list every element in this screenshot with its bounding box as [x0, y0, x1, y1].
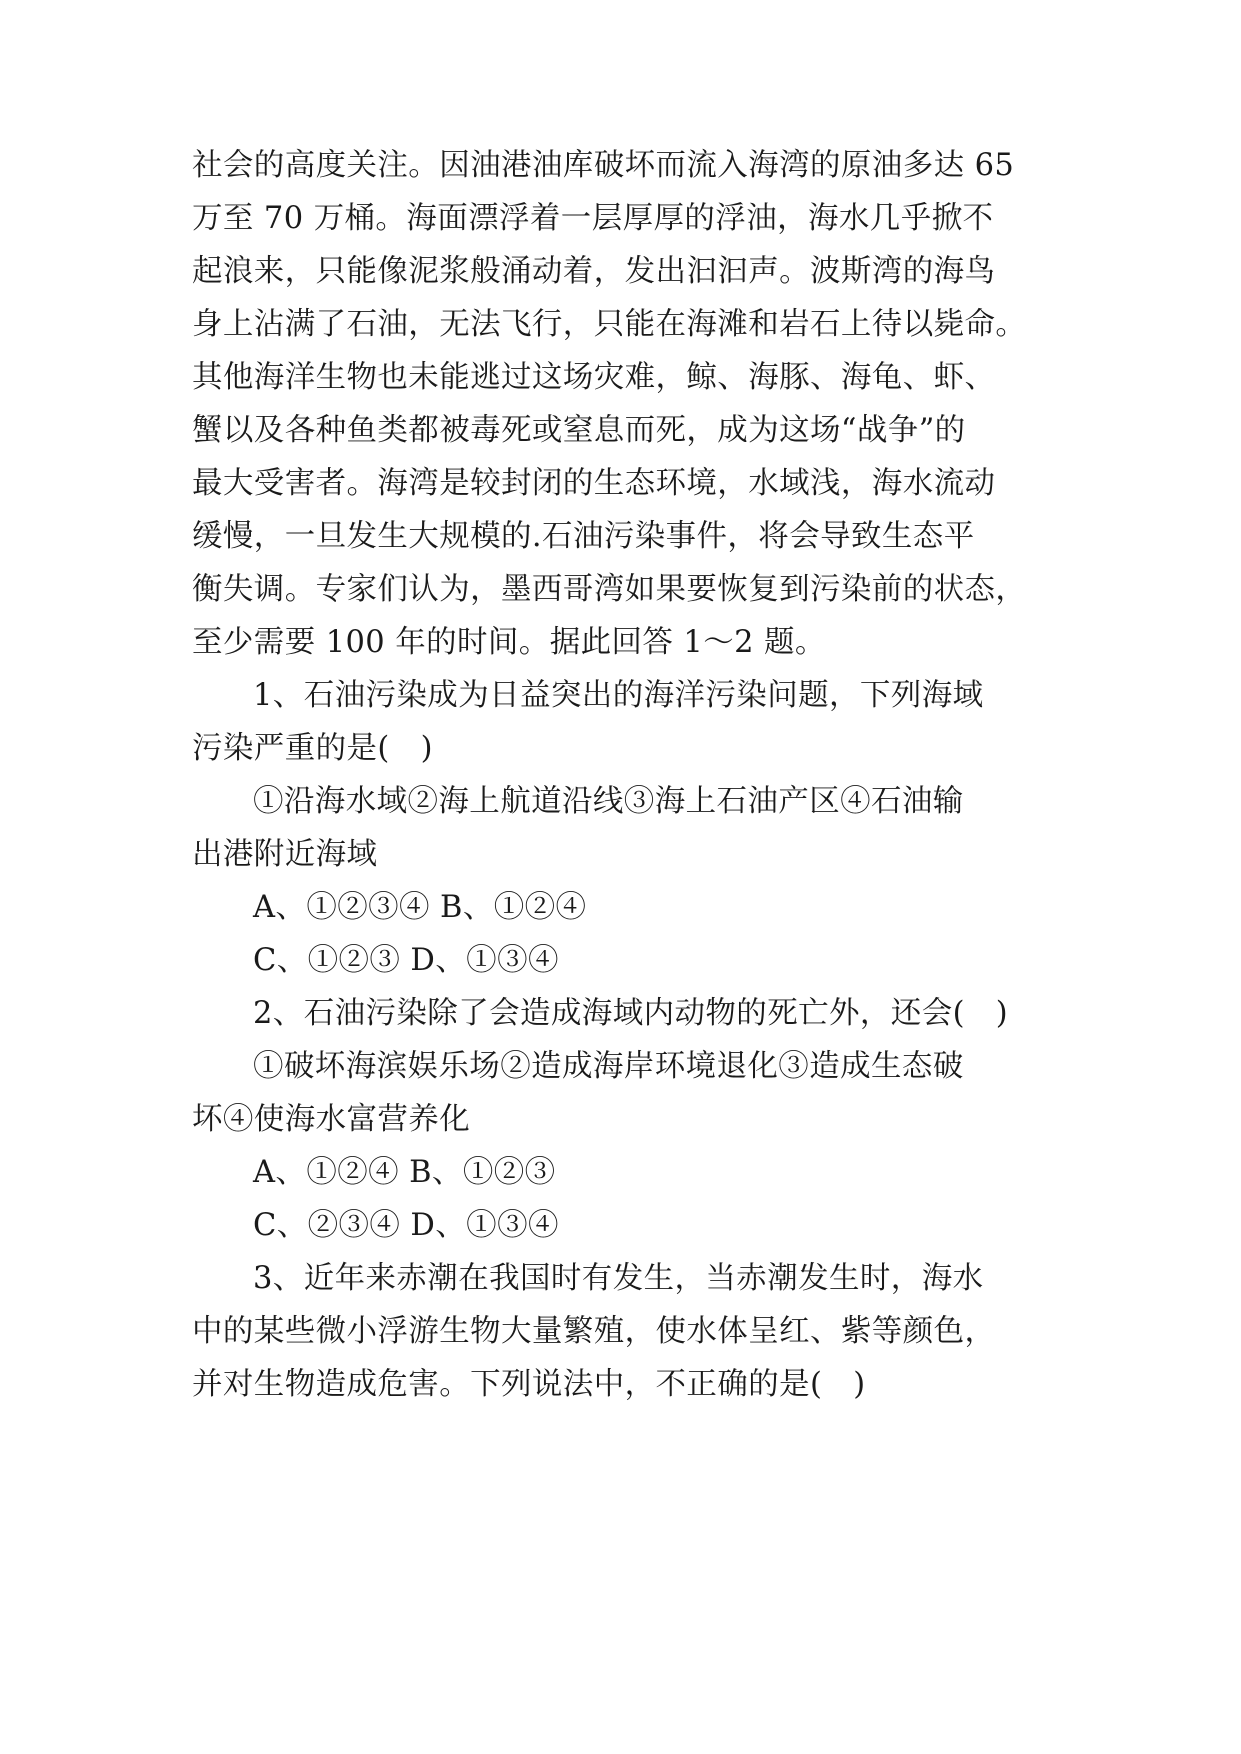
question-1-stem: 污染严重的是( ) [192, 731, 433, 766]
question-3-stem: 3、近年来赤潮在我国时有发生，当赤潮发生时，海水 [253, 1261, 984, 1296]
question-1-options: C、①②③ D、①③④ [253, 943, 559, 978]
paragraph-line: 蟹以及各种鱼类都被毒死或窒息而死，成为这场“战争”的 [192, 413, 966, 448]
paragraph-line: 身上沾满了石油，无法飞行，只能在海滩和岩石上待以毙命。 [192, 307, 1027, 342]
question-1-options: A、①②③④ B、①②④ [253, 890, 587, 925]
question-3-stem: 中的某些微小浮游生物大量繁殖，使水体呈红、紫等颜色， [192, 1314, 996, 1349]
paragraph-line: 社会的高度关注。因油港油库破坏而流入海湾的原油多达 65 [192, 148, 1015, 183]
question-2-options: C、②③④ D、①③④ [253, 1208, 559, 1243]
question-2-items: ①破坏海滨娱乐场②造成海岸环境退化③造成生态破 [253, 1049, 964, 1084]
question-1-items: 出港附近海域 [192, 837, 378, 872]
paragraph-line: 缓慢，一旦发生大规模的.石油污染事件，将会导致生态平 [192, 519, 975, 554]
paragraph-line: 其他海洋生物也未能逃过这场灾难，鲸、海豚、海龟、虾、 [192, 360, 996, 395]
paragraph-line: 衡失调。专家们认为，墨西哥湾如果要恢复到污染前的状态， [192, 572, 1027, 607]
paragraph-line: 起浪来，只能像泥浆般涌动着，发出汩汩声。波斯湾的海鸟 [192, 254, 996, 289]
question-1-items: ①沿海水域②海上航道沿线③海上石油产区④石油输 [253, 784, 964, 819]
paragraph-line: 万至 70 万桶。海面漂浮着一层厚厚的浮油，海水几乎掀不 [192, 201, 994, 236]
question-3-stem: 并对生物造成危害。下列说法中，不正确的是( ) [192, 1367, 866, 1402]
question-2-stem: 2、石油污染除了会造成海域内动物的死亡外，还会( ) [253, 996, 1009, 1031]
paragraph-line: 至少需要 100 年的时间。据此回答 1～2 题。 [192, 625, 826, 660]
question-1-stem: 1、石油污染成为日益突出的海洋污染问题，下列海域 [253, 678, 984, 713]
paragraph-line: 最大受害者。海湾是较封闭的生态环境，水域浅，海水流动 [192, 466, 996, 501]
question-2-items: 坏④使海水富营养化 [192, 1102, 471, 1137]
question-2-options: A、①②④ B、①②③ [253, 1155, 556, 1190]
